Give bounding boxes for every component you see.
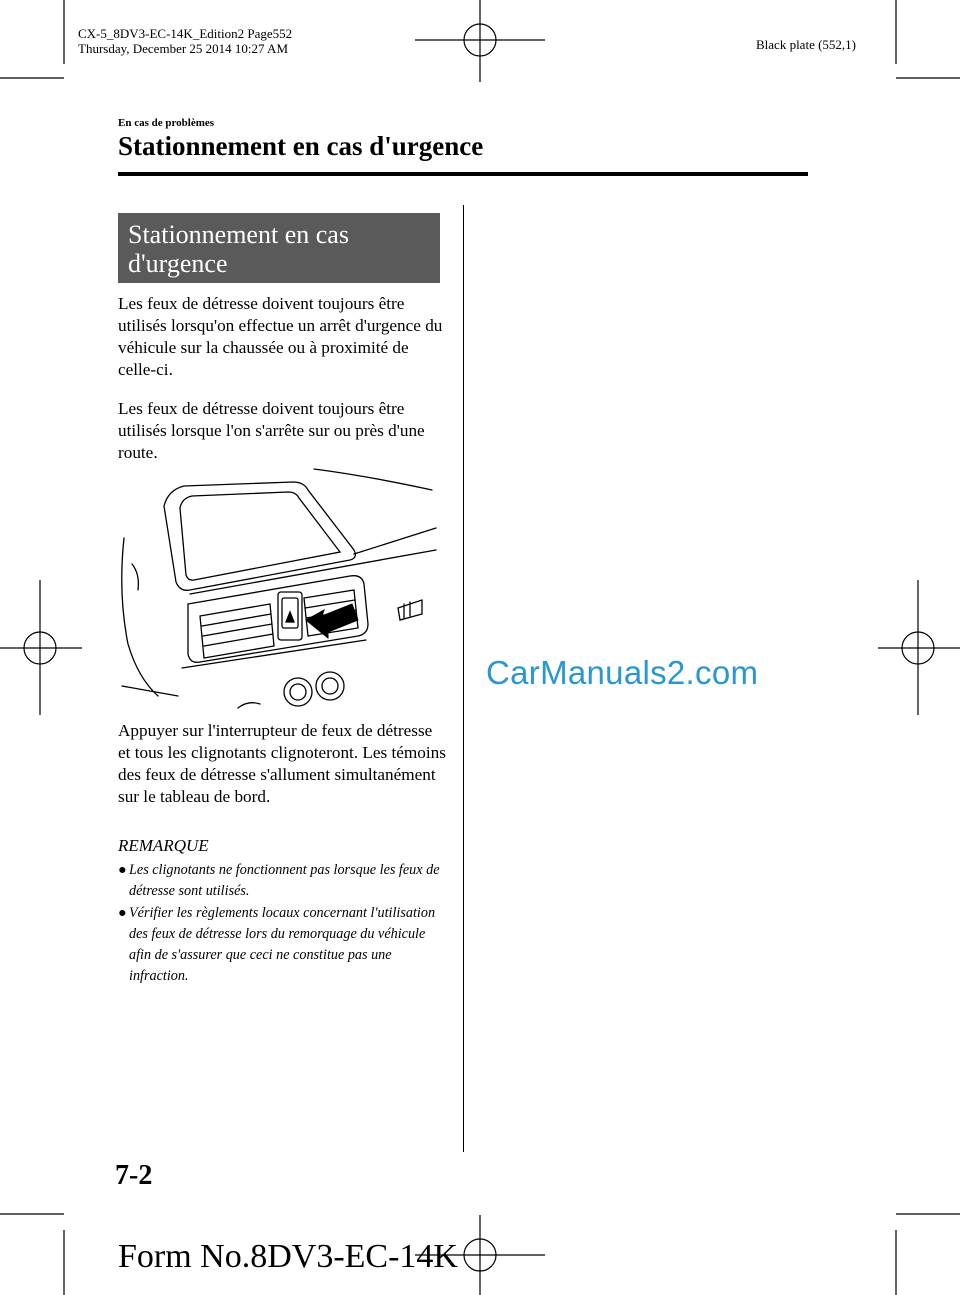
breadcrumb: En cas de problèmes [118,117,215,129]
bullet-icon: ● [118,904,127,921]
list-item [118,860,448,903]
date-line: Thursday, December 25 2014 10:27 AM [78,41,289,56]
note-heading: REMARQUE [118,836,209,855]
file-info [78,26,292,56]
note-list [118,860,448,988]
hazard-switch-illustration [118,464,440,712]
page-number: 7-2 [115,1160,153,1191]
paragraph-1: Les feux de détresse doivent toujours être utilisés lorsqu'on effectue un arrêt d'urgence du véhicule sur la chaussée ou à proximité de celle-ci. [118,294,443,379]
page-title: Stationnement en cas d'urgence [118,131,484,161]
plate-label: Black plate (552,1) [756,37,856,52]
column-divider [463,205,464,1152]
paragraph-3: Appuyer sur l'interrupteur de feux de détresse et tous les clignotants clignoteront. Les témoins des feux de détresse s'allument simultanément sur le tableau de bord. [118,721,446,806]
section-title [118,213,440,283]
form-number: Form No.8DV3-EC-14K [118,1238,458,1275]
section-title-line1: Stationnement en cas [128,220,349,249]
bullet-icon: ● [118,862,127,878]
title-rule [118,172,808,176]
note-text: Les clignotants ne fonctionnent pas lorsque les feux de détresse sont utilisés. [129,862,440,900]
note-text: Vérifier les règlements locaux concernant l'utilisation des feux de détresse lors du remorquage du véhicule afin de s'assurer que ceci ne constitue pas une infraction. [129,904,436,985]
file-line: CX-5_8DV3-EC-14K_Edition2 Page552 [78,26,293,41]
watermark: CarManuals2.com [486,654,759,691]
section-title-line2: d'urgence [128,249,228,278]
paragraph-2: Les feux de détresse doivent toujours être utilisés lorsque l'on s'arrête sur ou près d'une route. [118,399,425,462]
list-item [118,903,448,988]
